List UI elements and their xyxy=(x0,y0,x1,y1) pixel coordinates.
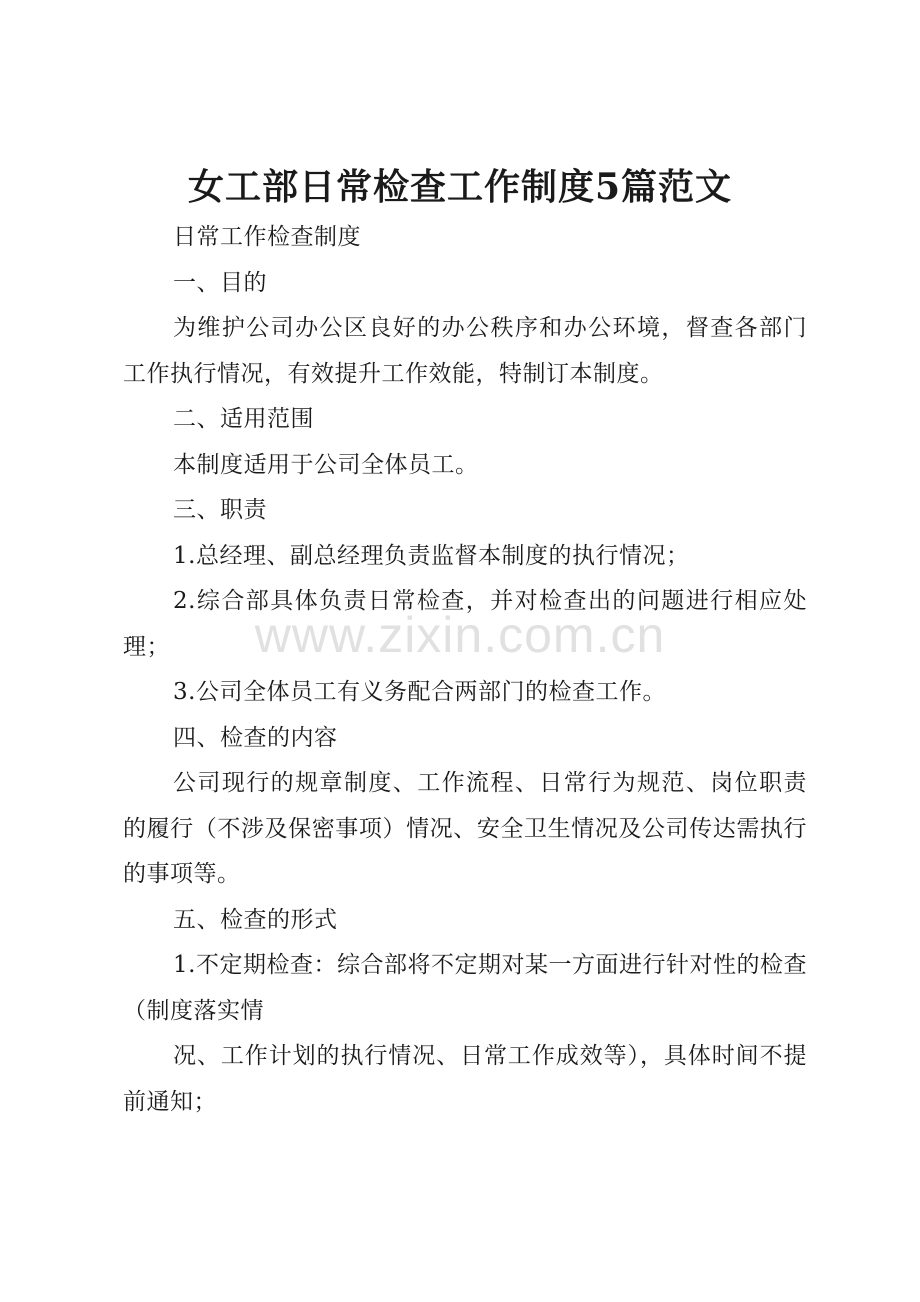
paragraph: 公司现行的规章制度、工作流程、日常行为规范、岗位职责的履行（不涉及保密事项）情况、安全卫生情况及公司传达需执行的事项等。 xyxy=(123,770,807,887)
watermark: www.zixin.com.cn xyxy=(254,607,666,663)
document-title: 女工部日常检查工作制度5篇范文 xyxy=(187,166,733,208)
list-item: 况、工作计划的执行情况、日常工作成效等），具体时间不提前通知； xyxy=(123,1043,807,1115)
list-item: 2.综合部具体负责日常检查，并对检查出的问题进行相应处理； xyxy=(123,588,807,660)
list-item: 3.公司全体员工有义务配合两部门的检查工作。 xyxy=(173,679,666,705)
section-heading: 五、检查的形式 xyxy=(173,906,338,933)
paragraph: 本制度适用于公司全体员工。 xyxy=(173,451,479,478)
section-heading: 三、职责 xyxy=(173,497,267,523)
section-heading: 一、目的 xyxy=(173,269,267,296)
paragraph: 为维护公司办公区良好的办公秩序和办公环境，督查各部门工作执行情况，有效提升工作效能，特制订本制度。 xyxy=(123,315,807,387)
list-item: 1.总经理、副总经理负责监督本制度的执行情况； xyxy=(173,542,690,569)
section-heading: 四、检查的内容 xyxy=(173,724,338,751)
document-body xyxy=(123,215,807,1125)
section-heading: 二、适用范围 xyxy=(173,406,314,432)
section-heading: 日常工作检查制度 xyxy=(173,224,361,250)
list-item: 1.不定期检查：综合部将不定期对某一方面进行针对性的检查（制度落实情 xyxy=(123,952,807,1024)
